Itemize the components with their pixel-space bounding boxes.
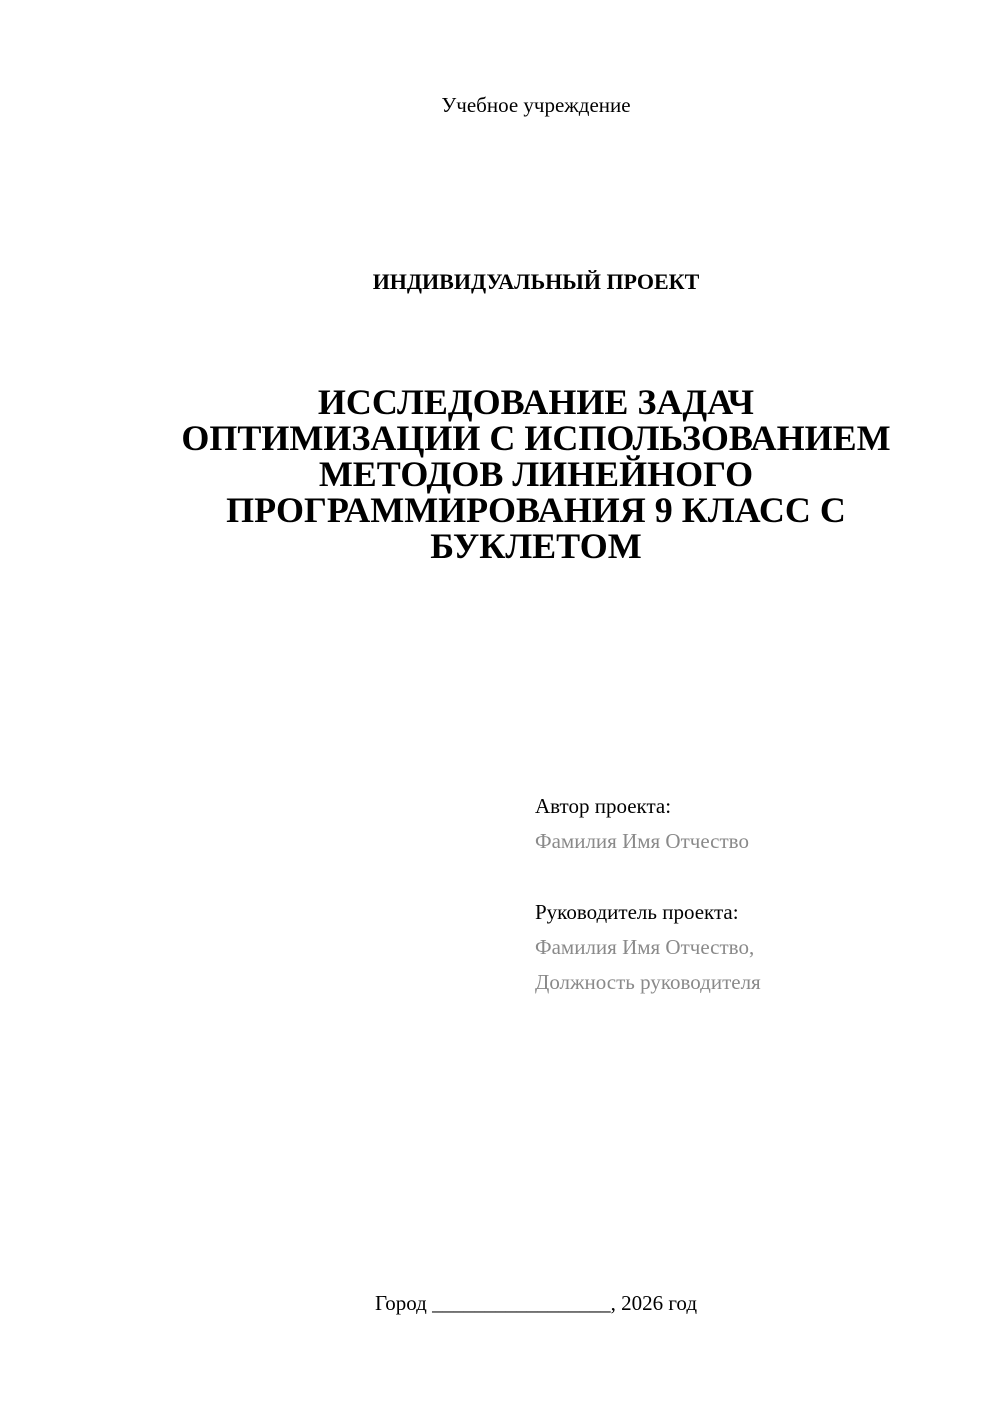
project-type-heading: ИНДИВИДУАЛЬНЫЙ ПРОЕКТ [372,269,700,294]
project-title-line: ИССЛЕДОВАНИЕ ЗАДАЧ [317,382,755,422]
project-title-line: ОПТИМИЗАЦИИ С ИСПОЛЬЗОВАНИЕМ [181,418,891,458]
block-spacer [535,859,955,895]
project-title [100,384,972,564]
project-title-line: МЕТОДОВ ЛИНЕЙНОГО [318,454,754,494]
project-title-line: ПРОГРАММИРОВАНИЯ 9 КЛАСС С [226,490,846,530]
institution-name: Учебное учреждение [441,93,631,117]
author-name-placeholder: Фамилия Имя Отчество [535,829,749,853]
supervisor-position-placeholder: Должность руководителя [535,970,761,994]
author-block [535,789,955,1000]
city-year-line: Город _________________, 2026 год [374,1291,698,1315]
author-label: Автор проекта: [535,794,672,818]
supervisor-label: Руководитель проекта: [535,900,739,924]
supervisor-name-placeholder: Фамилия Имя Отчество, [535,935,755,959]
project-title-line: БУКЛЕТОМ [430,526,642,566]
